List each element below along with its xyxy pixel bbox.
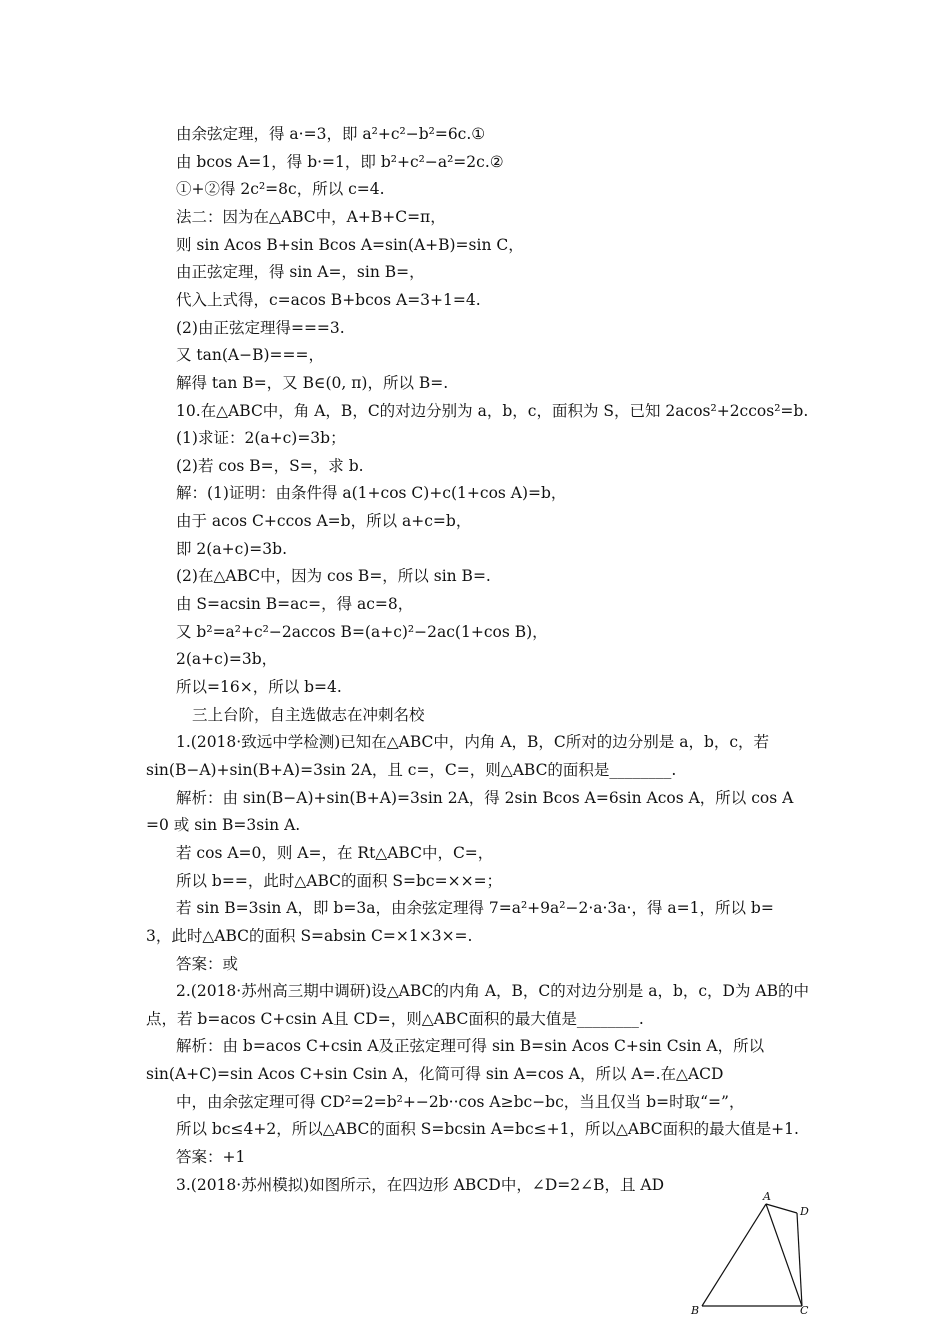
text-line: 又 tan(A−B)===， xyxy=(176,346,325,364)
text-line: 解析：由 sin(B−A)+sin(B+A)=3sin 2A，得 2sin Bcos A=6sin Acos A，所以 cos A xyxy=(176,789,794,807)
text-line: 解：(1)证明：由条件得 a(1+cos C)+c(1+cos A)=b， xyxy=(176,484,567,502)
edge-dc xyxy=(797,1213,802,1306)
edge-ac xyxy=(766,1204,802,1306)
text-line: 所以=16×，所以 b=4. xyxy=(176,678,342,696)
edge-ad xyxy=(766,1204,797,1213)
text-line: 即 2(a+c)=3b. xyxy=(176,540,287,558)
text-line: 由正弦定理，得 sin A=，sin B=， xyxy=(176,263,425,281)
text-line: 答案：+1 xyxy=(176,1148,246,1166)
text-line: sin(A+C)=sin Acos C+sin Csin A，化简可得 sin A=cos A，所以 A=.在△ACD xyxy=(146,1065,724,1083)
label-a: A xyxy=(763,1190,771,1203)
text-line: 所以 bc≤4+2，所以△ABC的面积 S=bcsin A=bc≤+1，所以△ABC面积的最大值是+1. xyxy=(176,1120,799,1138)
text-line: 3，此时△ABC的面积 S=absin C=×1×3×=. xyxy=(146,927,473,945)
text-line: 2(a+c)=3b， xyxy=(176,650,278,668)
label-d: D xyxy=(800,1205,809,1218)
text-line: 若 sin B=3sin A，即 b=3a，由余弦定理得 7=a²+9a²−2·a·3a·，得 a=1，所以 b= xyxy=(176,899,774,917)
text-line: 1.(2018·致远中学检测)已知在△ABC中，内角 A，B，C所对的边分别是 a，b，c，若 xyxy=(176,733,770,751)
text-line: 则 sin Acos B+sin Bcos A=sin(A+B)=sin C， xyxy=(176,236,524,254)
text-line: 由于 acos C+ccos A=b，所以 a+c=b， xyxy=(176,512,472,530)
text-line: 2.(2018·苏州高三期中调研)设△ABC的内角 A，B，C的对边分别是 a，b，c，D为 AB的中 xyxy=(176,982,809,1000)
text-line: 解析：由 b=acos C+csin A及正弦定理可得 sin B=sin Acos C+sin Csin A，所以 xyxy=(176,1037,765,1055)
label-c: C xyxy=(800,1304,809,1316)
text-line: ①+②得 2c²=8c，所以 c=4. xyxy=(176,180,385,198)
text-line: 解得 tan B=，又 B∈(0, π)，所以 B=. xyxy=(176,374,449,392)
text-line: 由 bcos A=1，得 b·=1，即 b²+c²−a²=2c.② xyxy=(176,153,504,171)
text-line: 中，由余弦定理可得 CD²=2=b²+−2b··cos A≥bc−bc，当且仅当 b=时取“=”， xyxy=(176,1093,745,1111)
text-line: 又 b²=a²+c²−2accos B=(a+c)²−2ac(1+cos B)， xyxy=(176,623,548,641)
text-line: 由余弦定理，得 a·=3，即 a²+c²−b²=6c.① xyxy=(176,125,486,143)
text-line: 所以 b==，此时△ABC的面积 S=bc=××=； xyxy=(176,872,503,890)
text-line: 若 cos A=0，则 A=，在 Rt△ABC中，C=， xyxy=(176,844,494,862)
text-line: 代入上式得，c=acos B+bcos A=3+1=4. xyxy=(176,291,481,309)
text-line: 点，若 b=acos C+csin A且 CD=，则△ABC面积的最大值是________. xyxy=(146,1010,644,1028)
text-line: (1)求证：2(a+c)=3b； xyxy=(176,429,346,447)
text-line: (2)若 cos B=，S=，求 b. xyxy=(176,457,364,475)
text-line: =0 或 sin B=3sin A. xyxy=(146,816,301,834)
text-line: 3.(2018·苏州模拟)如图所示，在四边形 ABCD中，∠D=2∠B，且 AD xyxy=(176,1176,665,1194)
text-line: 由 S=acsin B=ac=，得 ac=8， xyxy=(176,595,414,613)
edge-ab xyxy=(702,1204,766,1306)
text-line: (2)在△ABC中，因为 cos B=，所以 sin B=. xyxy=(176,567,491,585)
text-line: (2)由正弦定理得===3. xyxy=(176,319,345,337)
label-b: B xyxy=(691,1304,700,1316)
text-line: 三上台阶，自主选做志在冲刺名校 xyxy=(192,706,425,724)
text-line: 10.在△ABC中，角 A，B，C的对边分别为 a，b，c，面积为 S，已知 2acos²+2ccos²=b. xyxy=(176,402,809,420)
text-line: 法二：因为在△ABC中，A+B+C=π， xyxy=(176,208,446,226)
text-line: 答案：或 xyxy=(176,955,239,973)
quadrilateral-figure xyxy=(686,1186,816,1316)
text-line: sin(B−A)+sin(B+A)=3sin 2A，且 c=，C=，则△ABC的面积是________. xyxy=(146,761,677,779)
